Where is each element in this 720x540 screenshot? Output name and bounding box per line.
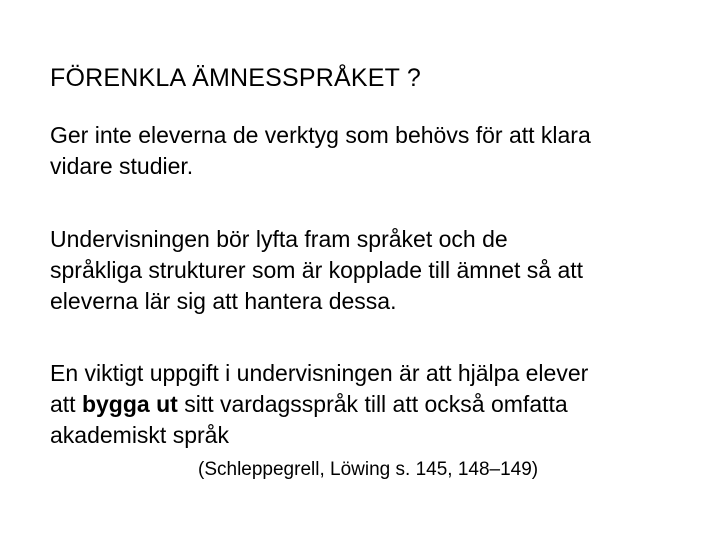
paragraph-1 (50, 120, 690, 182)
paragraph-2-line-3: eleverna lär sig att hantera dessa. (50, 288, 397, 314)
paragraph-3-line-3: akademiskt språk (50, 422, 229, 448)
paragraph-3 (50, 358, 690, 451)
paragraph-2 (50, 224, 690, 317)
paragraph-1-line-1: Ger inte eleverna de verktyg som behövs för att klara (50, 122, 591, 148)
paragraph-3-line-2-pre: att (50, 391, 82, 417)
paragraph-2-line-2: språkliga strukturer som är kopplade till ämnet så att (50, 257, 584, 283)
slide-title: FÖRENKLA ÄMNESSPRÅKET ? (50, 64, 421, 92)
paragraph-3-line-1: En viktigt uppgift i undervisningen är att hjälpa elever (50, 360, 589, 386)
emphasis-bygga-ut: bygga ut (81, 391, 178, 417)
paragraph-1-line-2: vidare studier. (50, 153, 194, 179)
paragraph-3-line-2-post: sitt vardagsspråk till att också omfatta (177, 391, 568, 417)
citation: (Schleppegrell, Löwing s. 145, 148–149) (198, 459, 539, 480)
paragraph-2-line-1: Undervisningen bör lyfta fram språket och de (50, 226, 508, 252)
paragraph-3-line-2 (50, 389, 690, 420)
